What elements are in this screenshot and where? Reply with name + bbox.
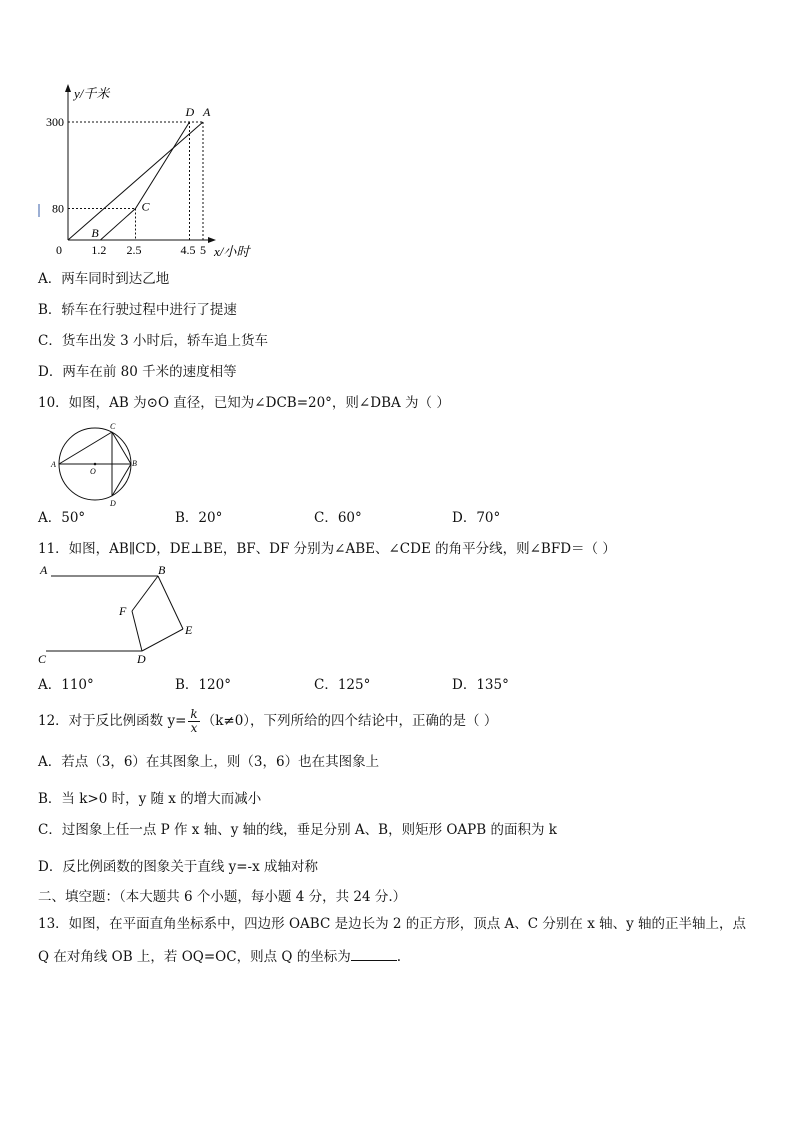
- x-tick-5: 5: [200, 243, 206, 257]
- q9-option-b[interactable]: B．轿车在行驶过程中进行了提速: [38, 302, 237, 318]
- chord-cb: [112, 432, 131, 464]
- x-tick-2.5: 2.5: [126, 243, 142, 257]
- point-label-B: B: [91, 226, 99, 240]
- q11-option-b[interactable]: B．120°: [175, 677, 231, 693]
- q10-option-d[interactable]: D．70°: [452, 510, 501, 526]
- q13-line-1: 13．如图，在平面直角坐标系中，四边形 OABC 是边长为 2 的正方形，顶点 A、C 分别在 x 轴、y 轴的正半轴上，点: [38, 916, 747, 932]
- segment-be: [158, 576, 183, 629]
- label-a: A: [40, 563, 48, 577]
- y-tick-80: 80: [52, 201, 64, 216]
- chord-bd: [112, 464, 131, 496]
- q10-option-b[interactable]: B．20°: [175, 510, 223, 526]
- label-c: C: [110, 422, 116, 431]
- q12-stem-pre: 12．对于反比例函数 y=: [38, 713, 187, 729]
- k-over-x-fraction: [188, 708, 199, 735]
- q9-option-d[interactable]: D．两车在前 80 千米的速度相等: [38, 364, 237, 380]
- q11-option-a[interactable]: A．110°: [38, 677, 94, 693]
- fraction-numerator: k: [190, 707, 198, 721]
- point-label-C: C: [141, 199, 150, 214]
- q12-option-b[interactable]: B．当 k>0 时，y 随 x 的增大而减小: [38, 791, 262, 807]
- x-tick-0: 0: [56, 243, 62, 257]
- label-f: F: [119, 604, 127, 618]
- y-axis-arrow: [65, 84, 71, 92]
- segment-fd: [132, 611, 142, 651]
- q11-option-c[interactable]: C．125°: [314, 677, 371, 693]
- q12-option-d[interactable]: D．反比例函数的图象关于直线 y=-x 成轴对称: [38, 859, 319, 875]
- q12-stem: [38, 704, 497, 738]
- q9-option-c[interactable]: C．货车出发 3 小时后，轿车追上货车: [38, 333, 269, 349]
- q10-circle-figure: [50, 420, 150, 510]
- q13-line-2-text: Q 在对角线 OB 上，若 OQ=OC，则点 Q 的坐标为: [38, 949, 351, 965]
- label-e: E: [185, 623, 193, 637]
- q11-parallel-lines-figure: [36, 562, 206, 672]
- point-label-D: D: [185, 105, 195, 119]
- q9-option-a[interactable]: A．两车同时到达乙地: [38, 271, 170, 287]
- y-axis-label: y/千米: [74, 86, 110, 101]
- label-d: D: [110, 499, 116, 508]
- y-tick-300: 300: [46, 115, 64, 129]
- q11-option-d[interactable]: D．135°: [452, 677, 509, 693]
- fraction-denominator: x: [190, 721, 198, 735]
- q10-option-c[interactable]: C．60°: [314, 510, 362, 526]
- q12-stem-post: （k≠0），下列所给的四个结论中，正确的是（ ）: [201, 713, 498, 729]
- series-2-line: [100, 122, 189, 240]
- segment-ed: [142, 629, 183, 651]
- label-d: D: [137, 652, 146, 666]
- segment-bf: [132, 576, 158, 611]
- q10-stem: 10．如图，AB 为⊙O 直径，已知为∠DCB=20°，则∠DBA 为（ ）: [38, 395, 450, 411]
- center-dot: [94, 463, 97, 466]
- label-c: C: [38, 652, 47, 666]
- chord-ac: [59, 432, 112, 464]
- label-b: B: [132, 459, 137, 468]
- label-o: O: [90, 467, 96, 476]
- x-tick-1.2: 1.2: [91, 243, 107, 257]
- section-fill-in-heading: 二、填空题：（本大题共 6 个小题，每小题 4 分，共 24 分.）: [38, 889, 407, 905]
- point-label-A: A: [203, 105, 211, 119]
- answer-blank[interactable]: [351, 946, 397, 961]
- q12-option-c[interactable]: C．过图象上任一点 P 作 x 轴、y 轴的线，垂足分别 A、B，则矩形 OAPB 的面积为 k: [38, 822, 557, 838]
- q11-stem: 11．如图，AB∥CD，DE⊥BE，BF、DF 分别为∠ABE、∠CDE 的角平分线，则∠BFD＝（ ）: [38, 541, 616, 557]
- x-tick-4.5: 4.5: [180, 243, 196, 257]
- x-axis-label: x/小时: [214, 244, 250, 259]
- q10-option-a[interactable]: A．50°: [38, 510, 86, 526]
- q12-option-a[interactable]: A．若点（3，6）在其图象上，则（3，6）也在其图象上: [38, 754, 380, 770]
- q13-line-2: [38, 946, 401, 966]
- x-axis-arrow: [208, 237, 216, 243]
- q13-end: .: [396, 949, 402, 965]
- distance-time-chart: [0, 0, 794, 270]
- label-b: B: [158, 563, 166, 577]
- label-a: A: [51, 460, 56, 469]
